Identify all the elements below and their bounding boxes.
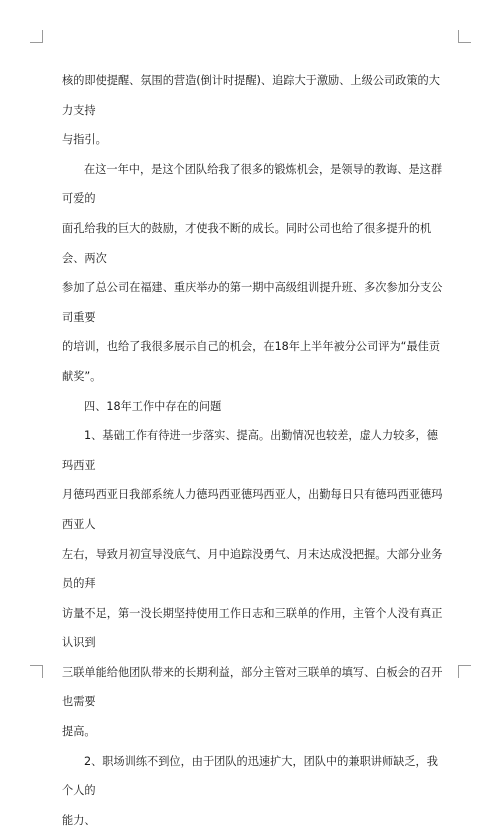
paragraph-line: 参加了总公司在福建、重庆举办的第一期中高级组训提升班、多次参加分支公司重要 [62,281,443,324]
paragraph-line: 2、职场训练不到位，由于团队的迅速扩大，团队中的兼职讲师缺乏，我个人的 [62,754,438,798]
paragraph-line: 1、基础工作有待进一步落实、提高。出勤情况也较差，虚人力较多，德玛西亚 [62,429,438,472]
paragraph-line: 月德玛西亚日我部系统人力德玛西亚德玛西亚人，出勤每日只有德玛西亚德玛西亚人 [62,488,443,531]
paragraph-line: 提高。 [62,725,96,739]
crop-mark-top-left [30,30,43,43]
paragraph-line: 三联单能给他团队带来的长期利益，部分主管对三联单的填写、白板会的召开也需要 [62,665,443,709]
crop-mark-bottom-right [458,665,471,678]
paragraph-line: 在这一年中，是这个团队给我了很多的锻炼机会，是领导的教诲、是这群可爱的 [62,162,443,206]
paragraph-line: 与指引。 [62,133,107,147]
paragraph-line: 核的即使提醒、氛围的营造(倒计时提醒)、追踪大于激励、上级公司政策的大力支持 [62,74,440,117]
paragraph-line: 左右，导致月初宣导没底气、月中追踪没勇气、月末达成没把握。大部分业务员的拜 [62,547,443,591]
paragraph-line: 面孔给我的巨大的鼓励，才使我不断的成长。同时公司也给了很多提升的机会、两次 [62,221,432,265]
crop-mark-bottom-left [30,665,43,678]
crop-mark-top-right [458,30,471,43]
paragraph-line: 能力、 [62,813,96,827]
paragraph-line: 的培训，也给了我很多展示自己的机会，在18年上半年被分公司评为“最佳贡献奖”。 [62,340,441,383]
document-body [62,66,444,835]
section-heading: 四、18年工作中存在的问题 [84,399,222,413]
paragraph-line: 访量不足，第一没长期坚持使用工作日志和三联单的作用，主管个人没有真正认识到 [62,606,443,650]
